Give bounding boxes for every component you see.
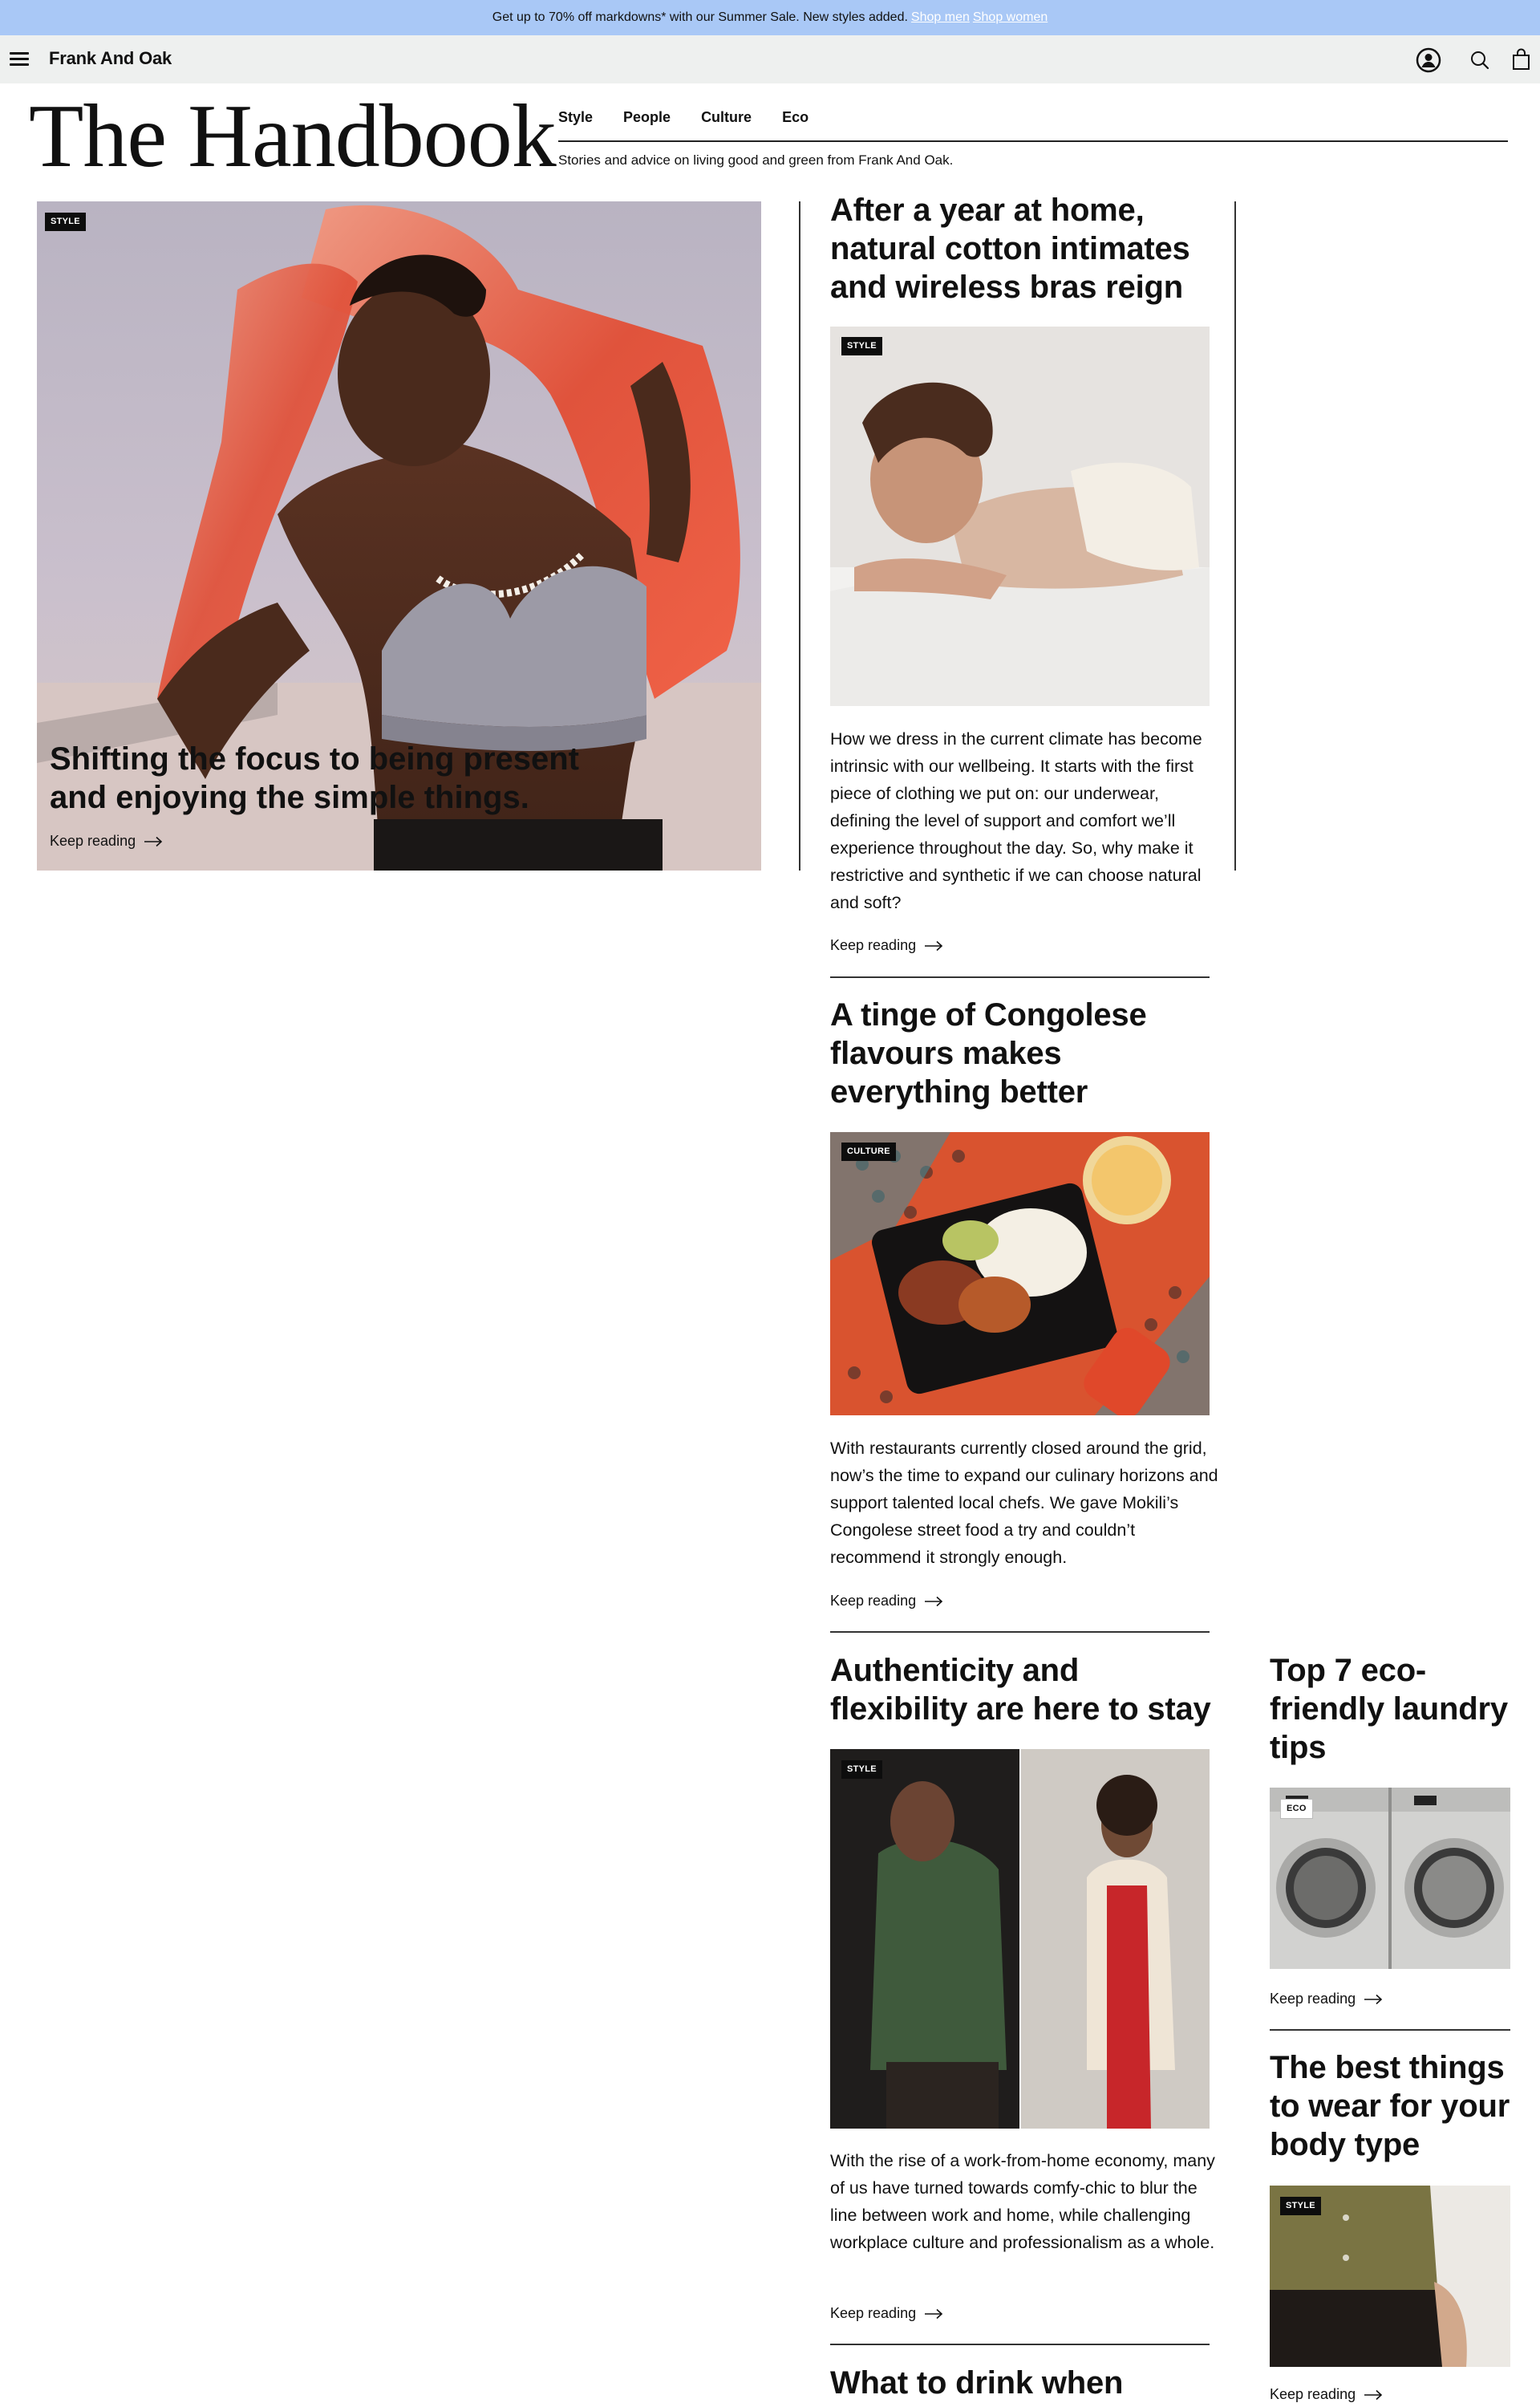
keep-reading-label: Keep reading	[1270, 2386, 1356, 2402]
article-image[interactable]	[830, 1749, 1210, 2129]
hero-category-badge: STYLE	[45, 213, 86, 231]
side-article-category-badge: STYLE	[1280, 2197, 1321, 2215]
article-headline[interactable]: What to drink when	[830, 2365, 1124, 2401]
keep-reading-label: Keep reading	[830, 1593, 917, 1609]
article-keep-reading-link[interactable]	[830, 937, 943, 954]
side-article-category-badge: ECO	[1280, 1799, 1313, 1819]
nav-people[interactable]: People	[623, 109, 671, 125]
nav-divider	[558, 140, 1508, 142]
article-excerpt: With restaurants currently closed around the grid, now’s the time to expand our culinary horizons and support talented local chefs. We gave Mokili’s Congolese street food a try and couldn’t recommend it strongly enough.	[830, 1439, 1218, 1567]
article-headline[interactable]: Authenticity and flexibility are here to stay	[830, 1653, 1211, 1727]
brand-name[interactable]: Frank And Oak	[49, 48, 172, 68]
arrow-right-icon	[924, 1596, 943, 1607]
arrow-right-icon	[144, 836, 163, 847]
hero-headline[interactable]: Shifting the focus to being present and enjoying the simple things.	[50, 741, 579, 815]
article-headline[interactable]: After a year at home, natural cotton intimates and wireless bras reign	[830, 193, 1190, 305]
article-headline[interactable]: A tinge of Congolese flavours makes everything better	[830, 997, 1147, 1110]
article-divider	[830, 976, 1210, 978]
keep-reading-label: Keep reading	[1270, 1991, 1356, 2007]
article-image[interactable]	[830, 1132, 1210, 1415]
promo-text: Get up to 70% off markdowns* with our Summer Sale. New styles added.	[492, 10, 908, 24]
nav-style[interactable]: Style	[558, 109, 594, 125]
article-category-badge: STYLE	[841, 337, 882, 355]
arrow-right-icon	[1364, 2389, 1383, 2401]
arrow-right-icon	[924, 940, 943, 952]
page-title: The Handbook	[29, 87, 556, 186]
nav-eco[interactable]: Eco	[782, 109, 809, 125]
article-category-badge: CULTURE	[841, 1143, 896, 1161]
nav-culture[interactable]: Culture	[701, 109, 752, 125]
shop-women-link[interactable]: Shop women	[972, 10, 1048, 24]
article-excerpt: How we dress in the current climate has become intrinsic with our wellbeing. It starts with the first piece of clothing we put on: our underwear, defining the level of support and comfort we’ll experience throughout the day. So, why make it restrictive and synthetic if we can choose natural and soft?	[830, 729, 1202, 912]
tagline: Stories and advice on living good and green from Frank And Oak.	[558, 152, 954, 168]
promo-bar	[0, 0, 1540, 35]
side-article-headline[interactable]: The best things to wear for your body type	[1270, 2050, 1510, 2162]
column-divider-right	[1234, 201, 1236, 871]
category-nav	[558, 109, 839, 126]
shop-men-link[interactable]: Shop men	[910, 10, 970, 24]
menu-icon[interactable]	[10, 49, 30, 70]
hero-keep-reading-link[interactable]	[50, 833, 163, 850]
arrow-right-icon	[924, 2308, 943, 2320]
keep-reading-label: Keep reading	[50, 833, 136, 849]
article-divider	[830, 1631, 1210, 1633]
article-category-badge: STYLE	[841, 1760, 882, 1779]
article-image[interactable]	[830, 327, 1210, 706]
side-article-divider	[1270, 2029, 1510, 2031]
article-divider	[830, 2344, 1210, 2345]
column-divider-left	[799, 201, 800, 871]
keep-reading-label: Keep reading	[830, 2305, 917, 2321]
site-header	[0, 35, 1540, 83]
account-icon[interactable]	[1415, 47, 1442, 74]
arrow-right-icon	[1364, 1994, 1383, 2005]
bag-icon[interactable]	[1508, 47, 1535, 74]
side-article-keep-reading-link[interactable]	[1270, 1991, 1383, 2007]
article-excerpt: With the rise of a work-from-home economy, many of us have turned towards comfy-chic to blur the line between work and home, while challenging workplace culture and professionalism as a whole.	[830, 2151, 1215, 2252]
article-keep-reading-link[interactable]	[830, 2305, 943, 2322]
search-icon[interactable]	[1466, 47, 1493, 74]
article-keep-reading-link[interactable]	[830, 1593, 943, 1609]
keep-reading-label: Keep reading	[830, 937, 917, 953]
side-article-keep-reading-link[interactable]	[1270, 2386, 1383, 2403]
side-article-headline[interactable]: Top 7 eco-friendly laundry tips	[1270, 1653, 1508, 1765]
